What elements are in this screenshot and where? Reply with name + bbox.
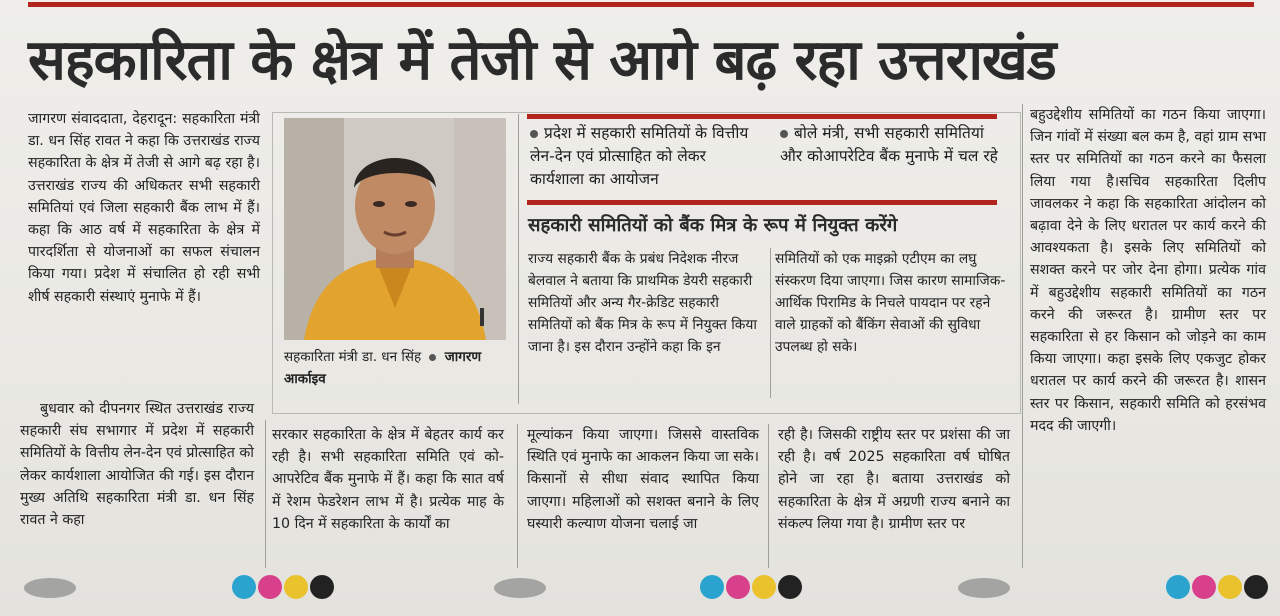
headline: सहकारिता के क्षेत्र में तेजी से आगे बढ़ रहा उत्तराखंड [28, 28, 1056, 93]
print-mark-oval [24, 578, 76, 598]
registration-yellow-icon [1218, 575, 1242, 599]
registration-black-icon [778, 575, 802, 599]
highlight-bullet-1 [530, 122, 760, 191]
article-paragraph: बुधवार को दीपनगर स्थित उत्तराखंड राज्य सहकारी संघ सभागार में प्रदेश में सहकारी समितियों के वित्तीय लेन-देन एवं प्रोत्साहित को लेकर कार्यशाला आयोजित की गई। इस दौरान मुख्य अतिथि सहकारिता मंत्री डा. धन सिंह रावत ने कहा [20, 401, 254, 529]
box-red-rule-top [527, 114, 997, 119]
article-column-3: मूल्यांकन किया जाएगा। जिससे वास्तविक स्थिति एवं मुनाफे का आकलन किया जा सके। किसानों से सीधा संवाद स्थापित किया जाएगा। महिलाओं को सशक्त बनाने के लिए घस्यारी कल्याण योजना चलाई जा [527, 427, 760, 532]
sub-headline: सहकारी समितियों को बैंक मित्र के रूप में नियुक्त करेंगे [528, 215, 898, 236]
bullet-text: बोले मंत्री, सभी सहकारी समितियां और कोआपरेटिव बैंक मुनाफे में चल रहे [780, 124, 998, 165]
photo-credit: जागरण आर्काइव [284, 349, 482, 387]
column-divider [768, 424, 769, 568]
photo-caption [284, 346, 510, 390]
print-mark-oval [494, 578, 546, 598]
column-divider [517, 424, 518, 568]
article-column-5: बहुउद्देशीय समितियों का गठन किया जाएगा। जिन गांवों में संख्या बल कम है, वहां ग्राम सभा स्तर पर समितियों का गठन करने का फैसला लिया गया है।सचिव सहकारिता दिलीप जावलकर ने कहा कि सहकारिता आंदोलन को बढ़ावा देने के लिए धरातल पर कार्य करने की आवश्यकता है। इसके लिए समितियों को सशक्त करने पर जोर देना होगा। प्रत्येक गांव में बहुउद्देशीय सहकारी समितियों का गठन करने की जरूरत है। ग्रामीण स्तर पर सहकारिता से हर किसान को जोड़ने का काम किया जाएगा। कहा इसके लिए एकजुट होकर धरातल पर कार्य करने की जरूरत है। शासन स्तर पर किसान, सहकारी समिति को हरसंभव मदद की जाएगी। [1030, 107, 1266, 434]
article-column-1-top [28, 108, 260, 308]
column-divider [1022, 104, 1023, 568]
bullet-dot-icon [780, 130, 788, 138]
registration-black-icon [310, 575, 334, 599]
registration-cyan-icon [700, 575, 724, 599]
box-red-rule-bottom [527, 200, 997, 205]
registration-magenta-icon [1192, 575, 1216, 599]
highlight-bullet-2 [780, 122, 1000, 168]
registration-cyan-icon [1166, 575, 1190, 599]
portrait-illustration [284, 118, 506, 340]
print-mark-oval [958, 578, 1010, 598]
box-divider [770, 248, 771, 398]
article-column-4: रही है। जिसकी राष्ट्रीय स्तर पर प्रशंसा की जा रही है। वर्ष 2025 सहकारिता वर्ष घोषित होने जा रहा है। बताया उत्तराखंड को सहकारिता के क्षेत्र में अग्रणी राज्य बनाने का संकल्प लिया गया है। ग्रामीण स्तर पर [778, 427, 1010, 532]
caption-text: सहकारिता मंत्री डा. धन सिंह [284, 349, 422, 365]
credit-dot-icon [429, 354, 436, 361]
registration-black-icon [1244, 575, 1268, 599]
article-paragraph: जागरण संवाददाता, देहरादून: सहकारिता मंत्री डा. धन सिंह रावत ने कहा कि उत्तराखंड राज्य सहकारिता के क्षेत्र में तेजी से आगे बढ़ रहा है। उत्तराखंड राज्य की अधिकतर सभी सहकारी समितियां एवं जिला सहकारी बैंक लाभ में हैं। कहा कि आठ वर्ष में सहकारिता के क्षेत्र में पारदर्शिता से योजनाओं का सफल संचालन किया गया। प्रदेश में संचालित हो रही सभी शीर्ष सहकारी संस्थाएं मुनाफे में हैं। [28, 111, 260, 305]
top-red-rule [28, 2, 1254, 7]
column-divider [265, 420, 266, 568]
registration-yellow-icon [752, 575, 776, 599]
sub-article-column-1: राज्य सहकारी बैंक के प्रबंध निदेशक नीरज बेलवाल ने बताया कि प्राथमिक डेयरी सहकारी समितियों और अन्य गैर-क्रेडिट सहकारी समितियों को बैंक मित्र के रूप में नियुक्त किया जाना है। इस दौरान उन्होंने कहा कि इन [528, 251, 757, 355]
article-column-1-bottom [20, 398, 254, 531]
box-divider [518, 114, 519, 404]
minister-photo [284, 118, 506, 340]
sub-article-column-2: समितियों को एक माइक्रो एटीएम का लघु संस्करण दिया जाएगा। जिस कारण सामाजिक-आर्थिक पिरामिड के निचले पायदान पर रहने वाले ग्राहकों को बैंकिंग सेवाओं की सुविधा उपलब्ध हो सके। [775, 251, 1006, 355]
article-column-2: सरकार सहकारिता के क्षेत्र में बेहतर कार्य कर रही है। सभी सहकारिता समिति एवं को-आपरेटिव बैंक मुनाफे में हैं। कहा कि सात वर्ष में रेशम फेडरेशन लाभ में है। प्रत्येक माह के 10 दिन में सहकारिता के कार्यों का [272, 427, 504, 532]
registration-cyan-icon [232, 575, 256, 599]
bullet-text: प्रदेश में सहकारी समितियों के वित्तीय लेन-देन एवं प्रोत्साहित को लेकर कार्यशाला का आयोजन [530, 124, 749, 188]
registration-magenta-icon [726, 575, 750, 599]
registration-magenta-icon [258, 575, 282, 599]
bullet-dot-icon [530, 130, 538, 138]
registration-yellow-icon [284, 575, 308, 599]
